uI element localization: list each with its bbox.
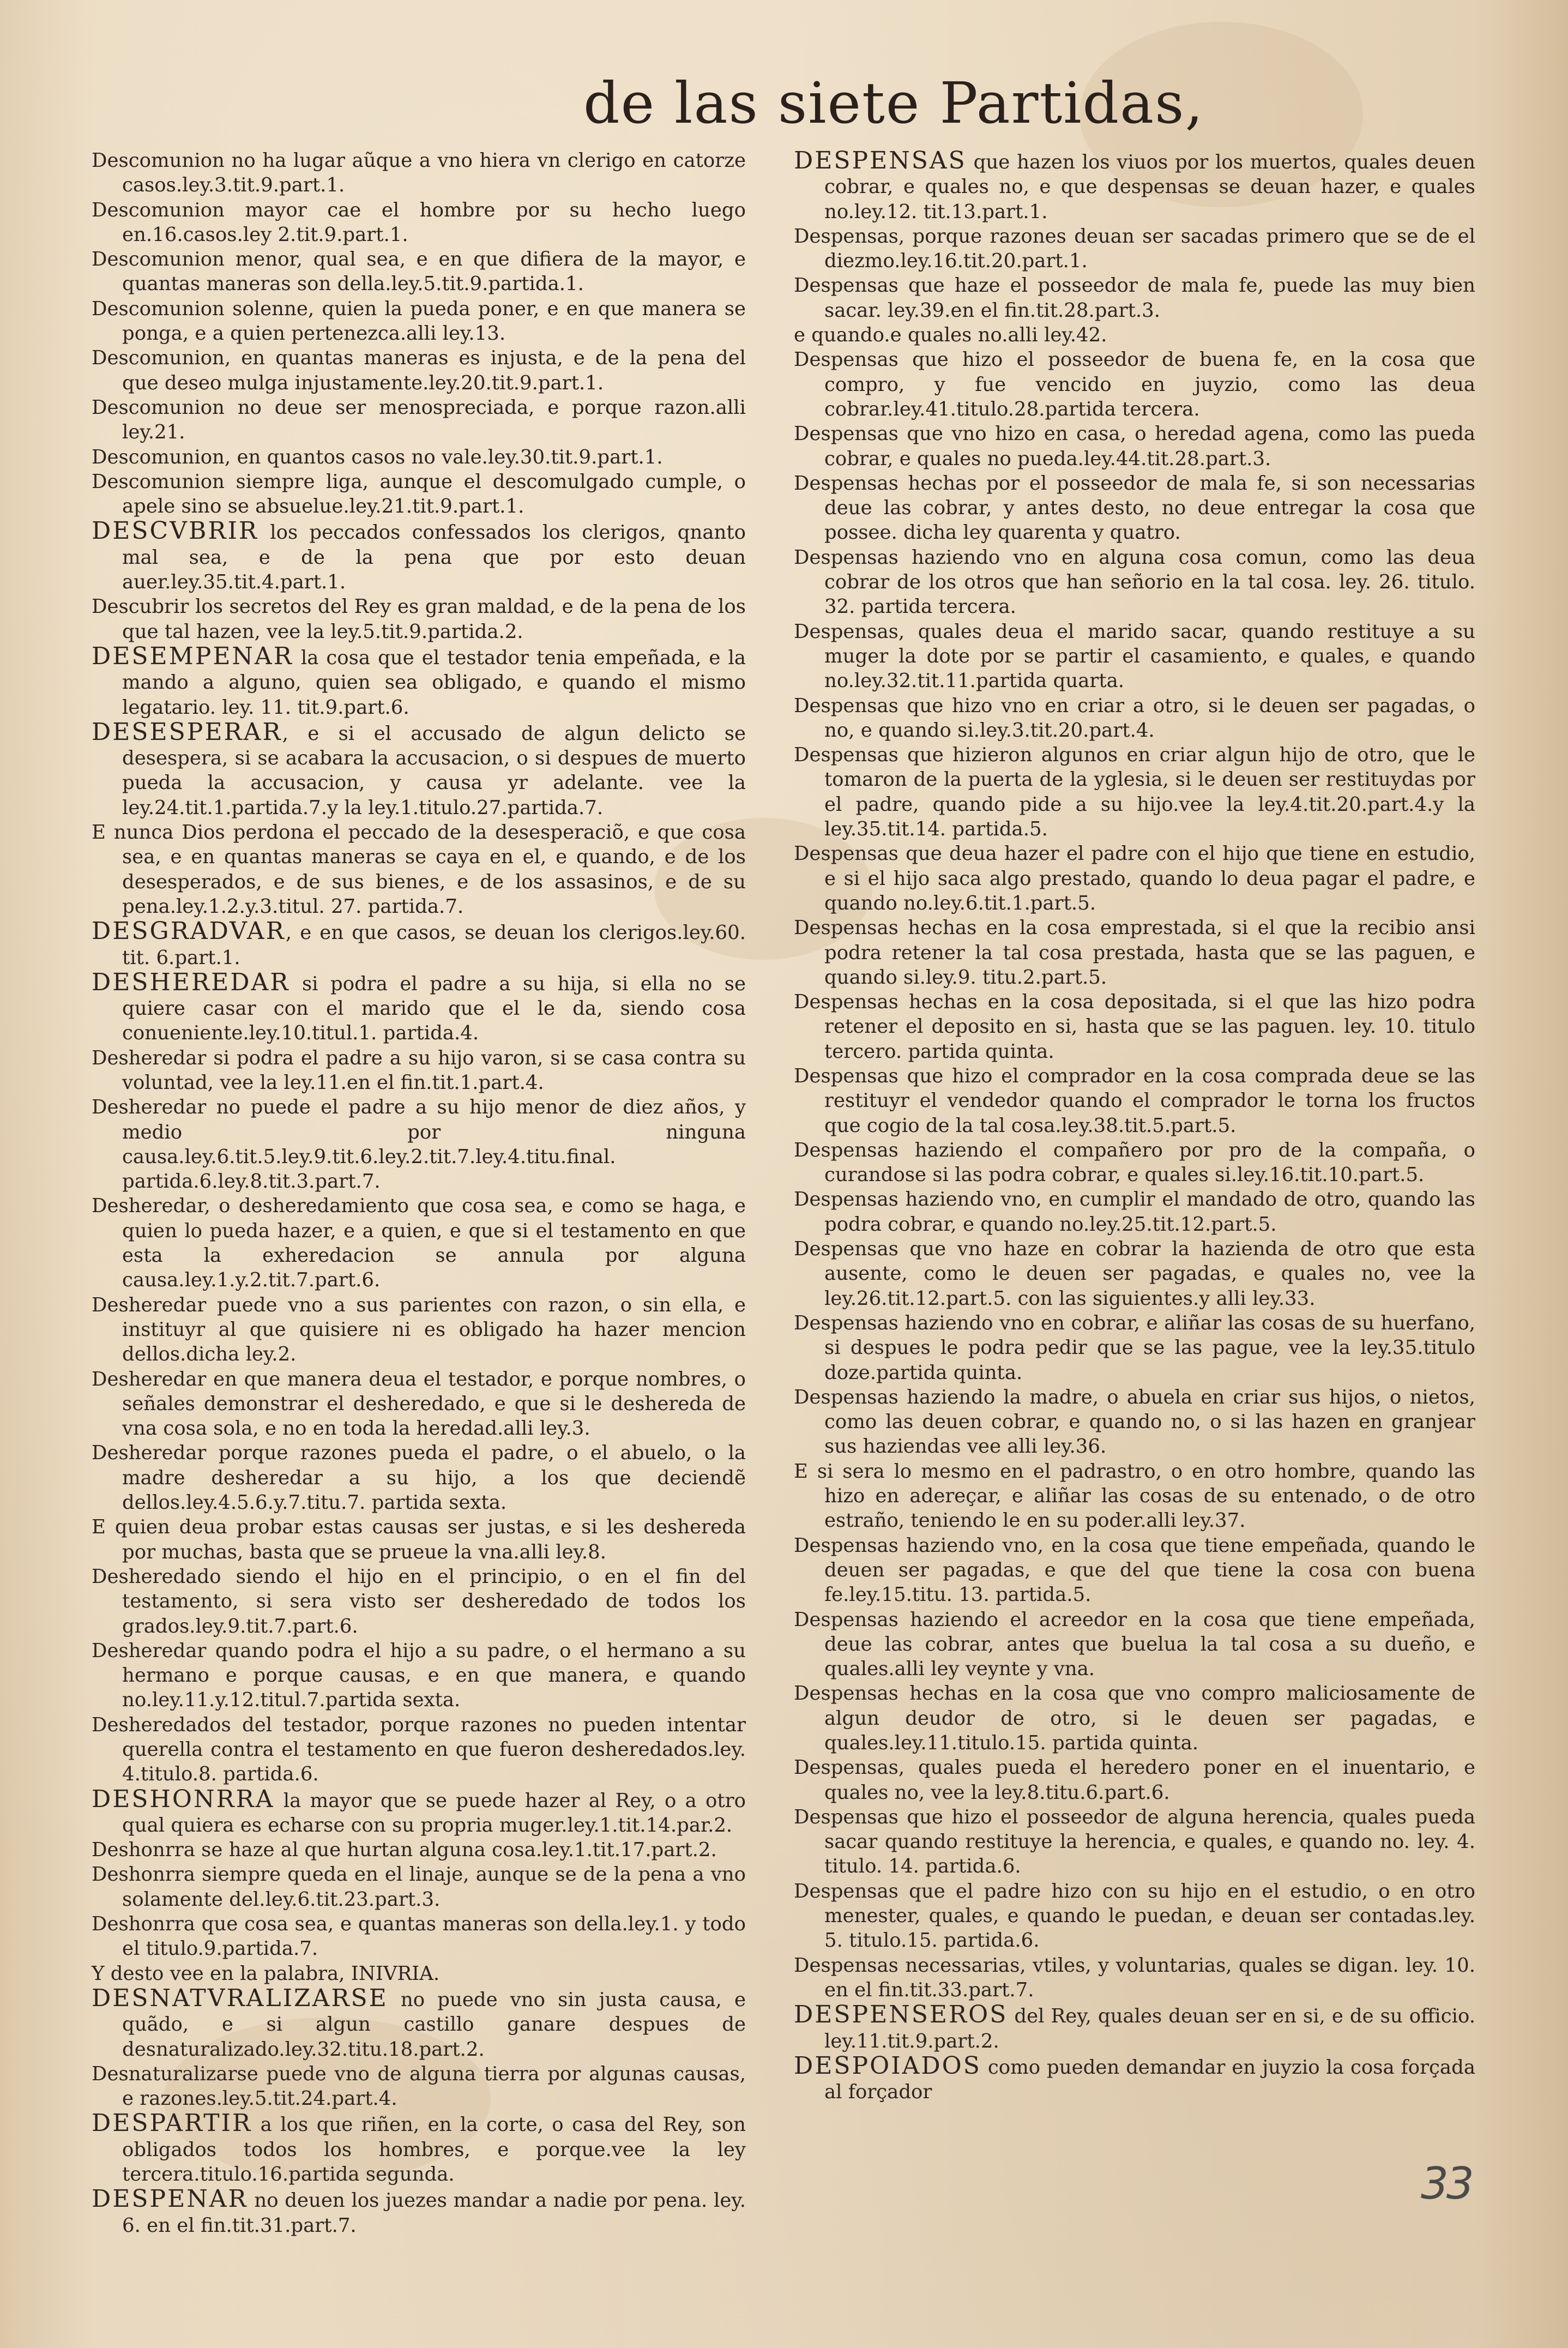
running-header: de las siete Partidas, — [583, 70, 1204, 136]
index-entry — [92, 1986, 746, 2062]
entry-text: que hazen los viuos por los muertos, quales deuen cobrar, e quales no, e que despensas se deuan hazer, e quales no.ley.12. tit.13.part.1. — [824, 151, 1475, 223]
entry-text: Desheredar no puede el padre a su hijo menor de diez años, y medio por ninguna causa.ley.6.tit.5.ley.9.tit.6.ley.2.tit.7.ley.4.titu.final. partida.6.ley.8.tit.3.part.7. — [92, 1096, 746, 1193]
entry-text: del Rey, quales deuan ser en si, e de su officio. ley.11.tit.9.part.2. — [824, 2005, 1475, 2052]
index-entry — [92, 1095, 746, 1194]
index-entry — [92, 1639, 746, 1713]
index-entry — [92, 1367, 746, 1441]
index-entry — [92, 1293, 746, 1367]
index-entry — [92, 2062, 746, 2111]
index-entry — [92, 519, 746, 594]
entry-text: los peccados confessados los clerigos, qnanto mal sea, e de la pena que por esto deuan auer.ley.35.tit.4.part.1. — [122, 521, 746, 594]
entry-text: Descomunion siempre liga, aunque el descomulgado cumple, o apele sino se absuelue.ley.21.tit.9.part.1. — [92, 470, 746, 518]
index-entry — [92, 1961, 746, 1986]
index-entry — [794, 2002, 1475, 2054]
entry-text: Despensas que hizo el comprador en la cosa comprada deue se las restituyr el vendedor quando el comprador le torna los fructos que cogio de la tal cosa.ley.38.tit.5.part.5. — [794, 1064, 1475, 1137]
entry-text: Descomunion menor, qual sea, e en que difiera de la mayor, e quantas maneras son della.ley.5.tit.9.partida.1. — [92, 248, 746, 296]
entry-text: Descomunion mayor cae el hombre por su hecho luego en.16.casos.ley 2.tit.9.part.1. — [92, 198, 746, 246]
index-entry — [794, 1681, 1475, 1755]
index-entry — [794, 471, 1475, 545]
index-entry — [794, 1459, 1475, 1533]
entry-text: , e si el accusado de algun delicto se desespera, si se acabara la accusacion, o si despues de muerto pueda la accusacion, y causa yr adelante. vee la ley.24.tit.1.partida.7.y la ley.1.titulo.27.partida.7. — [122, 722, 746, 819]
entry-text: Despensas haziendo vno, en cumplir el mandado de otro, quando las podra cobrar, e quando no.ley.25.tit.12.part.5. — [794, 1188, 1475, 1236]
entry-text: , e en que casos, se deuan los clerigos.ley.60. tit. 6.part.1. — [122, 922, 746, 969]
index-entry — [92, 1787, 746, 1838]
entry-text: Despensas haziendo el compañero por pro de la compaña, o curandose si las podra cobrar, e quales si.ley.16.tit.10.part.5. — [794, 1139, 1475, 1187]
entry-text: Y desto vee en la palabra, INIVRIA. — [92, 1962, 440, 1985]
index-entry — [92, 1194, 746, 1292]
entry-text: Despensas, porque razones deuan ser sacadas primero que se de el diezmo.ley.16.tit.20.part.1. — [794, 225, 1475, 273]
index-entry — [92, 970, 746, 1046]
index-entry — [794, 1953, 1475, 2003]
entry-text: Desheredados del testador, porque razones no pueden intentar querella contra el testamento en que fueron desheredados.ley. 4.titulo.8. partida.6. — [92, 1713, 746, 1786]
index-entry — [794, 841, 1475, 916]
entry-text: la mayor que se puede hazer al Rey, o a otro qual quiera es echarse con su propria muger.ley.1.tit.14.par.2. — [122, 1789, 746, 1837]
entry-text: si podra el padre a su hija, si ella no se quiere casar con el marido que el le da, siendo cosa conueniente.ley.10.titul.1. partida.4. — [122, 972, 746, 1045]
index-entry — [794, 619, 1475, 694]
index-entry — [92, 445, 746, 469]
left-column — [92, 148, 746, 2238]
entry-text: Despensas, quales deua el marido sacar, quando restituye a su muger la dote por se partir el casamiento, e quales, e quando no.ley.32.tit.11.partida quarta. — [794, 620, 1475, 693]
index-entry — [794, 422, 1475, 471]
index-entry — [794, 990, 1475, 1064]
index-entry — [92, 1515, 746, 1564]
index-entry — [92, 247, 746, 297]
folio-number: 33 — [1421, 2158, 1472, 2209]
index-entry — [92, 1713, 746, 1787]
entry-text: Descomunion, en quantas maneras es injusta, e de la pena del que deseo mulga injustamente.ley.20.tit.9.part.1. — [92, 347, 746, 394]
entry-text: Desheredar quando podra el hijo a su padre, o el hermano a su hermano e porque causas, e en que manera, e quando no.ley.11.y.12.titul.7.partida sexta. — [92, 1639, 746, 1712]
index-entry — [92, 1564, 746, 1639]
index-entry — [92, 2187, 746, 2238]
index-entry — [92, 346, 746, 395]
entry-text: Desheredado siendo el hijo en el principio, o en el fin del testamento, si sera visto ser desheredado de todos los grados.ley.9.tit.7.part.6. — [92, 1565, 746, 1637]
entry-keyword: DESPENSAS — [794, 147, 967, 174]
entry-text: la cosa que el testador tenia empeñada, e la mando a alguno, quien sea obligado, e quando el mismo legatario. ley. 11. tit.9.part.6. — [122, 646, 746, 719]
index-entry — [92, 1838, 746, 1862]
entry-text: Desheredar si podra el padre a su hijo varon, si se casa contra su voluntad, vee la ley.11.en el fin.tit.1.part.4. — [92, 1046, 746, 1094]
entry-text: Despensas que deua hazer el padre con el hijo que tiene en estudio, e si el hijo saca algo prestado, quando lo deua pagar el padre, e quando no.ley.6.tit.1.part.5. — [794, 842, 1475, 914]
entry-text: como pueden demandar en juyzio la cosa forçada al forçador — [824, 2056, 1475, 2104]
index-entry — [92, 594, 746, 644]
index-entry — [794, 148, 1475, 224]
entry-keyword: DESPENSEROS — [794, 2001, 1008, 2029]
index-entry — [794, 1311, 1475, 1385]
entry-text: no puede vno sin justa causa, e quãdo, e si algun castillo ganare despues de desnaturalizado.ley.32.titu.18.part.2. — [122, 1988, 746, 2061]
index-entry — [794, 1064, 1475, 1138]
index-entry — [794, 1879, 1475, 1953]
index-entry — [92, 297, 746, 346]
entry-text: Descomunion, en quantos casos no vale.ley.30.tit.9.part.1. — [92, 445, 663, 468]
entry-keyword: DESHONRRA — [92, 1785, 275, 1813]
index-entry — [794, 1138, 1475, 1188]
index-entry — [92, 2111, 746, 2187]
index-entry — [794, 1237, 1475, 1311]
index-entry — [92, 644, 746, 720]
right-column — [794, 148, 1475, 2104]
entry-text: Despensas necessarias, vtiles, y voluntarias, quales se digan. ley. 10. en el fin.tit.33.part.7. — [794, 1954, 1475, 2001]
entry-text: Despensas que hizo el posseedor de buena fe, en la cosa que compro, y fue vencido en juyzio, como las deua cobrar.ley.41.titulo.28.partida tercera. — [794, 348, 1475, 420]
index-entry — [794, 1805, 1475, 1879]
index-entry — [92, 820, 746, 919]
entry-text: Deshonrra se haze al que hurtan alguna cosa.ley.1.tit.17.part.2. — [92, 1839, 717, 1862]
entry-keyword: DESESPERAR — [92, 718, 282, 746]
entry-text: Deshonrra siempre queda en el linaje, aunque se de la pena a vno solamente del.ley.6.tit.23.part.3. — [92, 1863, 746, 1911]
index-entry — [794, 1533, 1475, 1608]
index-entry — [794, 273, 1475, 323]
entry-text: Descomunion no ha lugar aũque a vno hiera vn clerigo en catorze casos.ley.3.tit.9.part.1. — [92, 149, 746, 197]
entry-text: Desheredar, o desheredamiento que cosa sea, e como se haga, e quien lo pueda hazer, e a quien, e que si el testamento en que esta la exheredacion se annula por alguna causa.ley.1.y.2.tit.7.part.6. — [92, 1195, 746, 1292]
entry-text: E si sera lo mesmo en el padrastro, o en otro hombre, quando las hizo en adereçar, e aliñar las cosas de su entenado, o de otro estraño, teniendo le en su poder.alli ley.37. — [794, 1460, 1475, 1532]
entry-keyword: DESPARTIR — [92, 2109, 252, 2138]
entry-text: Despensas haziendo vno en alguna cosa comun, como las deua cobrar de los otros que han señorio en la tal cosa. ley. 26. titulo. 32. partida tercera. — [794, 546, 1475, 618]
entry-text: Descomunion no deue ser menospreciada, e porque razon.alli ley.21. — [92, 396, 746, 444]
entry-text: Despensas que vno hizo en casa, o heredad agena, como las pueda cobrar, e quales no pueda.ley.44.tit.28.part.3. — [794, 423, 1475, 470]
index-entry — [92, 919, 746, 970]
index-entry — [794, 1755, 1475, 1805]
entry-text: Descubrir los secretos del Rey es gran maldad, e de la pena de los que tal hazen, vee la ley.5.tit.9.partida.2. — [92, 595, 746, 643]
index-entry — [92, 1912, 746, 1961]
index-entry — [92, 1441, 746, 1515]
entry-text: a los que riñen, en la corte, o casa del Rey, son obligados todos los hombres, e porque.vee la ley tercera.titulo.16.partida segunda. — [122, 2114, 746, 2186]
entry-text: Despensas haziendo la madre, o abuela en criar sus hijos, o nietos, como las deuen cobrar, e quando no, o si las hazen en granjear sus haziendas vee alli ley.36. — [794, 1386, 1475, 1458]
entry-text: Despensas, quales pueda el heredero poner en el inuentario, e quales no, vee la ley.8.titu.6.part.6. — [794, 1756, 1475, 1804]
entry-text: Despensas hechas en la cosa que vno compro maliciosamente de algun deudor de otro, si le deuen ser pagadas, e quales.ley.11.titulo.15. partida quinta. — [794, 1682, 1475, 1754]
entry-text: Despensas haziendo el acreedor en la cosa que tiene empeñada, deue las cobrar, antes que buelua la tal cosa a su dueño, e quales.alli ley veynte y vna. — [794, 1608, 1475, 1681]
index-entry — [794, 743, 1475, 841]
entry-text: Despensas hechas por el posseedor de mala fe, si son necessarias deue las cobrar, y antes desto, no deue entregar la cosa que possee. dicha ley quarenta y quatro. — [794, 472, 1475, 544]
index-entry — [92, 1862, 746, 1912]
entry-keyword: DESEMPENAR — [92, 642, 293, 670]
entry-text: Despensas hechas en la cosa depositada, si el que las hizo podra retener el deposito en si, hasta que se las paguen. ley. 10. titulo tercero. partida quinta. — [794, 991, 1475, 1063]
index-entry — [92, 1046, 746, 1095]
entry-keyword: DESGRADVAR — [92, 917, 286, 946]
index-entry — [794, 347, 1475, 422]
entry-keyword: DESPENAR — [92, 2185, 248, 2213]
entry-text: Despensas hechas en la cosa emprestada, si el que la recibio ansi podra retener la tal cosa prestada, hasta que se las paguen, e quando si.ley.9. titu.2.part.5. — [794, 917, 1475, 989]
index-entry — [92, 469, 746, 519]
entry-text: Despensas que el padre hizo con su hijo en el estudio, o en otro menester, quales, e quando le puedan, e deuan ser contadas.ley. 5. titulo.15. partida.6. — [794, 1880, 1475, 1952]
entry-keyword: DESHEREDAR — [92, 968, 290, 996]
entry-text: Desheredar porque razones pueda el padre, o el abuelo, o la madre desheredar a su hijo, a los que deciendẽ dellos.ley.4.5.6.y.7.titu.7. partida sexta. — [92, 1442, 746, 1514]
entry-text: Despensas que hizieron algunos en criar algun hijo de otro, que le tomaron de la puerta de la yglesia, si le deuen ser restituydas por el padre, quando pide a su hijo.vee la ley.4.tit.20.part.4.y la ley.35.tit.14. partida.5. — [794, 744, 1475, 841]
index-entry — [794, 2051, 1475, 2105]
entry-text: Despensas que hizo el posseedor de alguna herencia, quales pueda sacar quando restituye la herencia, e quales, e quando no. ley. 4. titulo. 14. partida.6. — [794, 1805, 1475, 1878]
entry-text: Despensas haziendo vno, en la cosa que tiene empeñada, quando le deuen ser pagadas, e que del que tiene la cosa con buena fe.ley.15.titu. 13. partida.5. — [794, 1534, 1475, 1606]
index-entry — [92, 720, 746, 820]
entry-text: Despensas que hizo vno en criar a otro, si le deuen ser pagadas, o no, e quando si.ley.3.tit.20.part.4. — [794, 694, 1475, 742]
entry-text: Despensas que haze el posseedor de mala fe, puede las muy bien sacar. ley.39.en el fin.tit.28.part.3. — [794, 274, 1475, 322]
index-entry — [794, 916, 1475, 990]
index-entry — [794, 545, 1475, 619]
entry-keyword: DESCVBRIR — [92, 517, 258, 545]
index-entry — [92, 148, 746, 198]
entry-keyword: DESNATVRALIZARSE — [92, 1984, 388, 2012]
entry-keyword: DESPOIADOS — [794, 2051, 981, 2080]
index-entry — [794, 1385, 1475, 1459]
entry-text: Deshonrra que cosa sea, e quantas maneras son della.ley.1. y todo el titulo.9.partida.7. — [92, 1913, 746, 1960]
entry-text: Despensas haziendo vno en cobrar, e aliñar las cosas de su huerfano, si despues le podra pedir que se las pague, vee la ley.35.titulo doze.partida quinta. — [794, 1311, 1475, 1384]
index-entry — [794, 323, 1475, 347]
index-entry — [92, 198, 746, 248]
entry-text: e quando.e quales no.alli ley.42. — [794, 324, 1107, 347]
index-entry — [794, 1608, 1475, 1682]
index-entry — [794, 694, 1475, 743]
entry-text: Despensas que vno haze en cobrar la hazienda de otro que esta ausente, como le deuen ser pagadas, e quales no, vee la ley.26.tit.12.part.5. con las siguientes.y alli ley.33. — [794, 1238, 1475, 1310]
entry-text: Desheredar en que manera deua el testador, e porque nombres, o señales demonstrar el desheredado, e que si le deshereda de vna cosa sola, e no en toda la heredad.alli ley.3. — [92, 1368, 746, 1440]
index-entry — [794, 1187, 1475, 1237]
entry-text: E nunca Dios perdona el peccado de la desesperaciõ, e que cosa sea, e en quantas maneras se caya en el, e quando, e de los desesperados, e de sus bienes, e de los assasinos, e de su pena.ley.1.2.y.3.titul. 27. partida.7. — [92, 821, 746, 918]
index-entry — [794, 224, 1475, 274]
entry-text: Desnaturalizarse puede vno de alguna tierra por algunas causas, e razones.ley.5.tit.24.part.4. — [92, 2062, 746, 2110]
entry-text: Desheredar puede vno a sus parientes con razon, o sin ella, e instituyr al que quisiere ni es obligado ha hazer mencion dellos.dicha ley.2. — [92, 1293, 746, 1366]
index-entry — [92, 395, 746, 445]
entry-text: Descomunion solenne, quien la pueda poner, e en que manera se ponga, e a quien pertenezca.alli ley.13. — [92, 297, 746, 345]
entry-text: no deuen los juezes mandar a nadie por pena. ley. 6. en el fin.tit.31.part.7. — [122, 2189, 746, 2237]
entry-text: E quien deua probar estas causas ser justas, e si les deshereda por muchas, basta que se prueue la vna.alli ley.8. — [92, 1516, 746, 1563]
